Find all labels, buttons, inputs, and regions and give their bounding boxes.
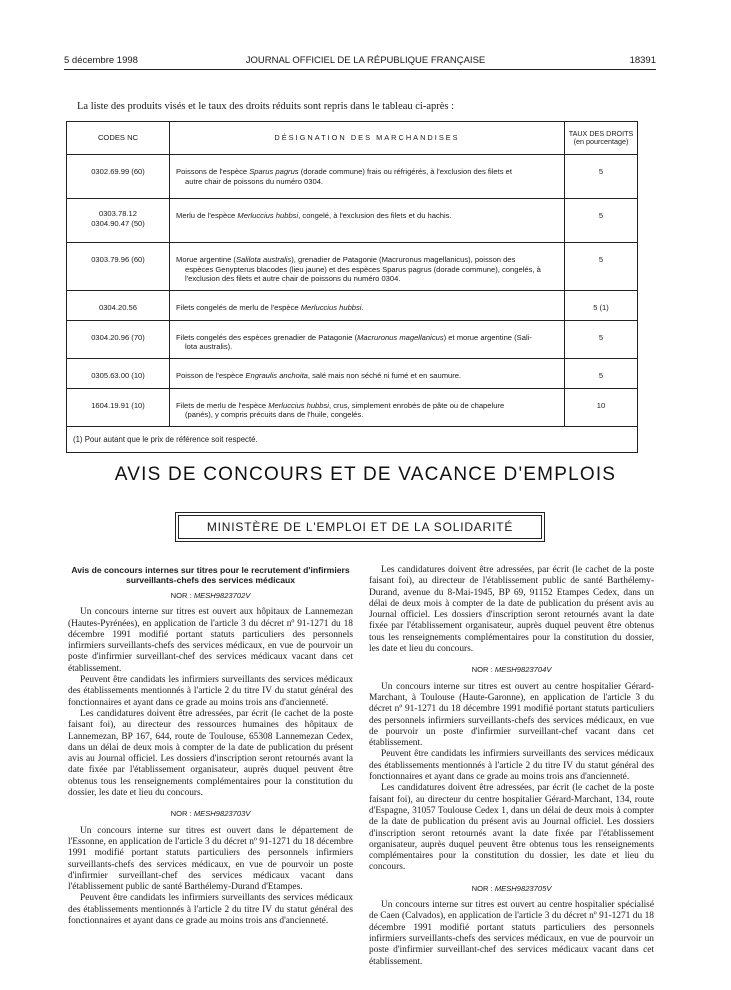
cell-rate: 5	[565, 199, 638, 243]
header-rule	[64, 69, 656, 70]
nor-code: MESH9823705V	[494, 883, 552, 893]
desc-continuation: autre chair de poissons du numéro 0304.	[185, 176, 324, 186]
paragraph: Un concours interne sur titres est ouvert au centre hospitalier spécialisé de Caen (Calvados), en application de l'article 3 du décret nº 91-1271 du 18 décembre 1991 modifié portant statuts particuliers des personnels infirmiers surveillants-chefs des services médicaux, en vue de pourvoir un poste d'infirmier surveillant-chef des services médicaux vacant dans cet établissement.	[369, 900, 654, 967]
col-header-taux-line1: TAUX DES DROITS	[568, 129, 634, 138]
col-header-designation: DÉSIGNATION DES MARCHANDISES	[170, 122, 565, 155]
paragraph: Un concours interne sur titres est ouvert dans le département de l'Essonne, en application de l'article 3 du décret nº 91-1271 du 18 décembre 1991 modifié portant statuts particuliers des personnels infirmiers surveillants-chefs des services médicaux, en vue de pourvoir un poste d'infirmier surveillant-chef des services médicaux vacant dans l'établissement public de santé Barthélemy-Durand d'Etampes.	[68, 825, 353, 893]
cell-code	[67, 290, 170, 320]
desc-species: Merluccius hubbsi	[268, 400, 329, 410]
table-header-row	[67, 122, 638, 155]
nor-code: MESH9823703V	[193, 809, 251, 819]
cell-rate: 10	[565, 388, 638, 426]
col-header-taux-line2: (en pourcentage)	[573, 137, 629, 146]
nor-code: MESH9823704V	[494, 665, 552, 675]
intro-text: La liste des produits visés et le taux des droits réduits sont repris dans le tableau ci-après :	[77, 101, 455, 112]
nor-label: NOR :	[471, 665, 495, 675]
code-value: 0305.63.00 (10)	[91, 370, 145, 380]
desc-text: , salé mais non séché ni fumé et en saumure.	[307, 370, 462, 380]
right-column	[369, 565, 654, 968]
cell-code	[67, 358, 170, 388]
nor-label: NOR :	[170, 809, 194, 819]
cell-code	[67, 243, 170, 291]
paragraph: Un concours interne sur titres est ouvert aux hôpitaux de Lannemezan (Hautes-Pyrénées), en application de l'article 3 du décret nº 91-1271 du 18 décembre 1991 modifié portant statuts particuliers des personnels infirmiers surveillants-chefs des services médicaux, en vue de pourvoir un poste d'infirmier surveillant-chef des services médicaux vacant dans cet établissement.	[68, 607, 353, 674]
col-header-codes: CODES NC	[67, 122, 170, 155]
desc-text: Poissons de l'espèce	[176, 167, 250, 176]
page-number: 18391	[629, 55, 656, 66]
nor-code: MESH9823702V	[193, 591, 251, 600]
cell-rate: 5	[565, 320, 638, 358]
code-value: 0303.78.12	[98, 209, 137, 218]
desc-continuation: espèces Genypterus blacodes (lieu jaune) et des espèces Sparus pagrus (dorade commune), congelés, à l'exclusion des filets et autre chair de poissons du numéro 0304.	[185, 264, 541, 283]
cell-designation	[170, 320, 565, 358]
page-date: 5 décembre 1998	[64, 55, 138, 66]
table-row	[67, 155, 638, 199]
nor-reference	[369, 664, 654, 675]
nor-reference	[369, 883, 654, 894]
cell-designation	[170, 199, 565, 243]
left-column	[68, 565, 353, 927]
code-value: 0304.20.96 (70)	[91, 332, 145, 342]
desc-text: (dorade commune) frais ou réfrigérés, à l'exclusion des filets et	[298, 167, 512, 176]
table-row	[67, 358, 638, 388]
table-row	[67, 320, 638, 358]
table-row	[67, 388, 638, 426]
nor-label: NOR :	[170, 591, 194, 600]
cell-designation	[170, 358, 565, 388]
desc-text: .	[361, 302, 364, 312]
col-header-taux	[565, 122, 638, 155]
cell-rate: 5	[565, 155, 638, 199]
desc-species: Macruronus magellanicus	[357, 332, 444, 342]
desc-text: , crus, simplement enrobés de pâte ou de chapelure	[328, 400, 505, 410]
cell-designation	[170, 243, 565, 291]
nor-reference	[68, 808, 353, 819]
code-value: 0304.90.47 (50)	[91, 218, 145, 228]
desc-text: ), grenadier de Patagonie (Macruronus magellanicus), poisson des	[291, 255, 516, 264]
desc-text: ) et morue argentine (Sali-	[443, 332, 532, 342]
desc-species: Engraulis anchoita	[245, 370, 308, 380]
desc-species: Merluccius hubbsi	[300, 302, 362, 312]
desc-continuation: lota australis).	[185, 342, 233, 351]
cell-code	[67, 155, 170, 199]
paragraph: Les candidatures doivent être adressées, par écrit (le cachet de la poste faisant foi), au directeur de l'établissement public de santé Barthélemy-Durand, avenue du 8-Mai-1945, BP 69, 91152 Etampes Cedex, dans un délai de deux mois à compter de la date de publication du présent avis au Journal officiel. Les dossiers d'inscription seront retournés avant la date fixée par l'établissement organisateur, auprès duquel peuvent être obtenus tous les renseignements complémentaires pour la constitution du dossier, les date et lieu du concours.	[369, 565, 654, 655]
desc-species: Sparus pagrus	[249, 167, 299, 176]
code-value: 0302.69.99 (60)	[91, 167, 145, 176]
code-value: 1604.19.91 (10)	[91, 400, 145, 410]
desc-text: Filets congelés des espèces grenadier de Patagonie (	[176, 332, 358, 342]
table-footnote-row	[67, 426, 638, 453]
cell-code	[67, 199, 170, 243]
cell-designation	[170, 388, 565, 426]
desc-text: Filets congelés de merlu de l'espèce	[176, 302, 301, 312]
cell-code	[67, 388, 170, 426]
paragraph: Un concours interne sur titres est ouvert au centre hospitalier Gérard-Marchant, à Toulouse (Haute-Garonne), en application de l'article 3 du décret nº 91-1271 du 18 décembre 1991 modifié portant statuts particuliers des personnels infirmiers surveillants-chefs des services médicaux, en vue de pourvoir un poste d'infirmier surveillant-chef vacant dans cet établissement.	[369, 681, 654, 749]
section-title: AVIS DE CONCOURS ET DE VACANCE D'EMPLOIS	[114, 464, 617, 485]
code-value: 0304.20.56	[98, 302, 137, 312]
cell-designation	[170, 155, 565, 199]
desc-text: Filets de merlu de l'espèce	[176, 400, 269, 410]
article-title: Avis de concours internes sur titres pour le recrutement d'infirmiers surveillants-chefs des services médicaux	[71, 565, 350, 585]
journal-title: JOURNAL OFFICIEL DE LA RÉPUBLIQUE FRANÇAISE	[245, 55, 486, 66]
paragraph: Peuvent être candidats les infirmiers surveillants des services médicaux des établissements mentionnés à l'article 2 du titre IV du statut général des fonctionnaires et ayant dans ce grade au moins trois ans d'ancienneté.	[369, 749, 654, 783]
cell-rate: 5	[565, 243, 638, 291]
desc-text: Morue argentine (	[176, 255, 236, 264]
cell-designation	[170, 290, 565, 320]
nor-reference	[68, 590, 353, 601]
paragraph: Peuvent être candidats les infirmiers surveillants des services médicaux des établissements mentionnés à l'article 2 du titre IV du statut général des fonctionnaires et ayant dans ce grade au moins trois ans d'ancienneté.	[68, 893, 353, 927]
table-row	[67, 243, 638, 291]
table-row	[67, 199, 638, 243]
desc-text: Poisson de l'espèce	[176, 370, 246, 380]
nor-label: NOR :	[471, 883, 495, 893]
desc-continuation: (panés), y compris précuits dans de l'huile, congelés.	[185, 410, 364, 419]
code-value: 0303.79.96 (60)	[91, 255, 145, 264]
desc-species: Merluccius hubbsi	[237, 211, 299, 220]
cell-rate: 5	[565, 358, 638, 388]
cell-code	[67, 320, 170, 358]
cell-rate: 5 (1)	[565, 290, 638, 320]
paragraph: Peuvent être candidats les infirmiers surveillants des services médicaux des établissements mentionnés à l'article 2 du titre IV du statut général des fonctionnaires et ayant dans ce grade au moins trois ans d'ancienneté.	[68, 675, 353, 708]
table-row	[67, 290, 638, 320]
paragraph: Les candidatures doivent être adressées, par écrit (le cachet de la poste faisant foi), au directeur du centre hospitalier Gérard-Marchant, 134, route d'Espagne, 31057 Toulouse Cedex 1, dans un délai de deux mois à compter de la date de publication du présent avis au Journal officiel. Les dossiers d'inscription seront retournés avant la date fixée par l'établissement organisateur, auprès duquel peuvent être obtenus tous les renseignements complémentaires pour la constitution du dossier, les date et lieu du concours.	[369, 783, 654, 873]
desc-text: Merlu de l'espèce	[176, 211, 238, 220]
desc-species: Salilota australis	[235, 255, 292, 264]
goods-table	[66, 121, 638, 453]
table-footnote: (1) Pour autant que le prix de référence soit respecté.	[67, 426, 638, 453]
ministere-box: MINISTÈRE DE L'EMPLOI ET DE LA SOLIDARITÉ	[178, 515, 542, 539]
paragraph: Les candidatures doivent être adressées, par écrit (le cachet de la poste faisant foi), au directeur des ressources humaines des hôpitaux de Lannemezan, BP 167, 644, route de Toulouse, 65308 Lannemezan Cedex, dans un délai de deux mois à compter de la date de publication du présent avis au Journal officiel. Les dossiers d'inscription seront retournés avant la date fixée par l'établissement organisateur, auprès duquel peuvent être obtenus tous les renseignements complémentaires pour la constitution du dossier, les date et lieu du concours.	[68, 708, 353, 799]
desc-text: , congelé, à l'exclusion des filets et du hachis.	[298, 211, 452, 220]
